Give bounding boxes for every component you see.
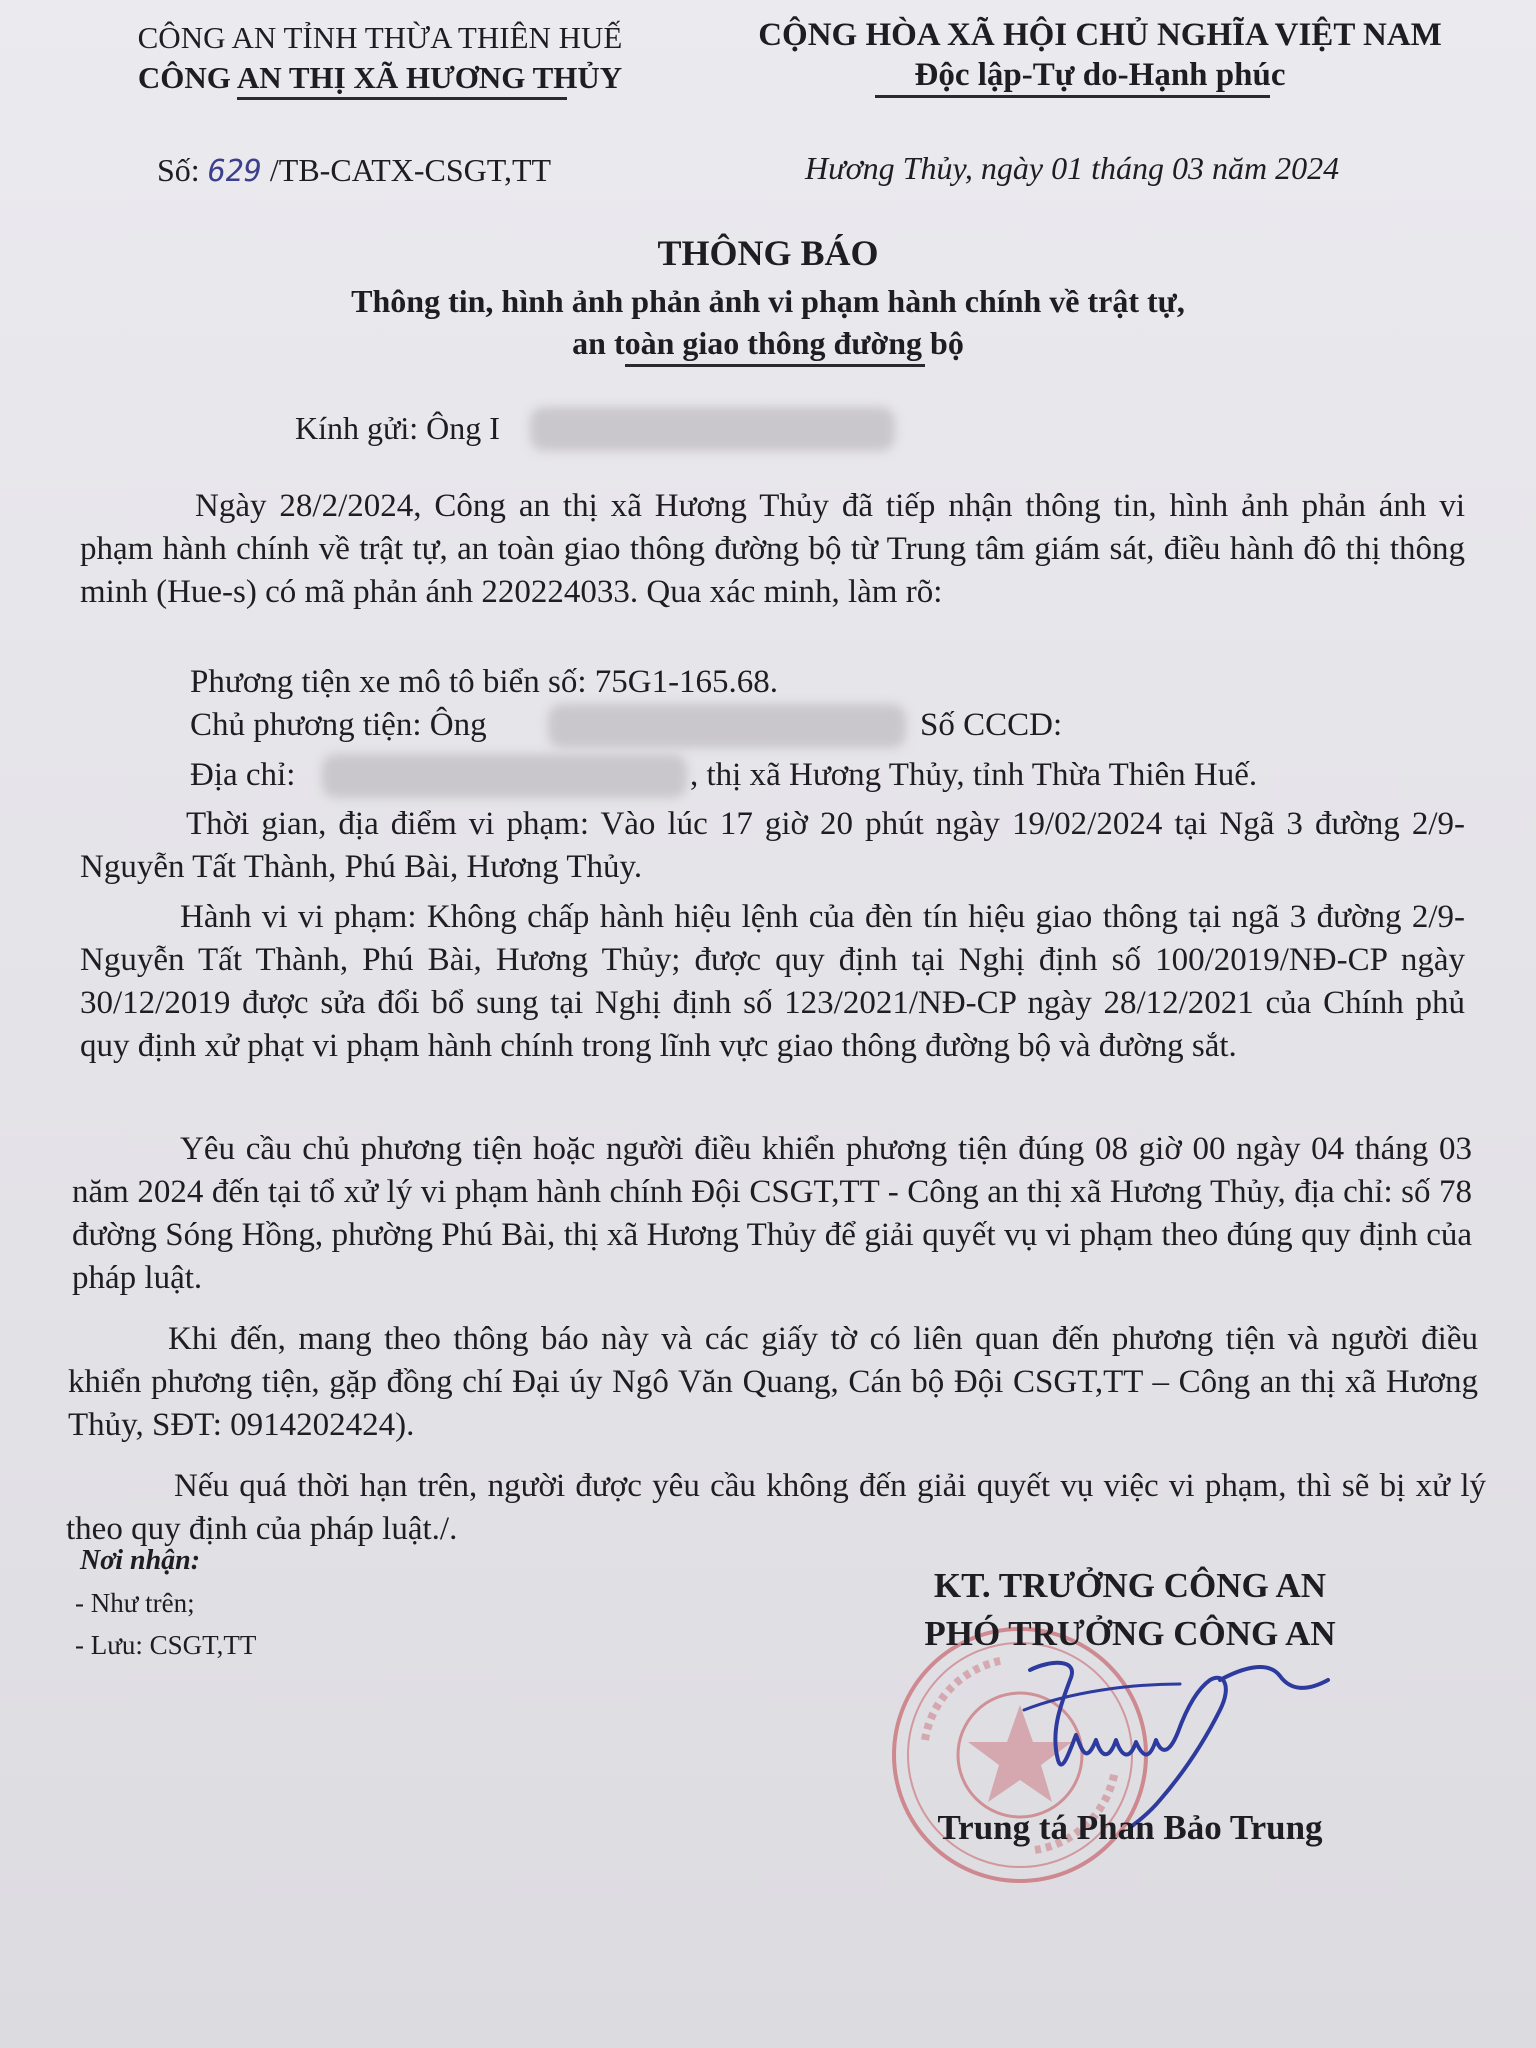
recipient-prefix: Kính gửi: Ông [295, 410, 482, 446]
intro-paragraph: Ngày 28/2/2024, Công an thị xã Hương Thủy đã tiếp nhận thông tin, hình ảnh phản ánh vi phạm hành chính về trật tự, an toàn giao thông đường bộ từ Trung tâm giám sát, điều hành đô thị thông minh (Hue-s) có mã phản ánh 220224033. Qua xác minh, làm rõ: [80, 488, 1465, 610]
address-tail: , thị xã Hương Thủy, tỉnh Thừa Thiên Huế. [690, 757, 1258, 793]
subtitle-line-1: Thông tin, hình ảnh phản ảnh vi phạm hành chính về trật tự, [351, 283, 1185, 319]
violation-paragraph: Hành vi vi phạm: Không chấp hành hiệu lệnh của đèn tín hiệu giao thông tại ngã 3 đường 2/9- Nguyễn Tất Thành, Phú Bài, Hương Thủy; được quy định tại Nghị định số 100/2019/NĐ-CP ngày 30/12/2019 được sửa đổi bổ sung tại Nghị định số 123/2021/NĐ-CP ngày 28/12/2021 của Chính phủ quy định xử phạt vi phạm hành chính trong lĩnh vực giao thông đường bộ và đường sắt. [80, 899, 1465, 1064]
owner-label: Chủ phương tiện: Ông [190, 707, 487, 743]
agency-name: CÔNG AN THỊ XÃ HƯƠNG THỦY [137, 60, 623, 95]
motto-underline [875, 95, 1270, 98]
bring-paragraph: Khi đến, mang theo thông báo này và các giấy tờ có liên quan đến phương tiện và người điều khiển phương tiện, gặp đồng chí Đại úy Ngô Văn Quang, Cán bộ Đội CSGT,TT – Công an thị xã Hương Thủy, SĐT: 0914202424). [68, 1321, 1478, 1443]
redacted-address [322, 754, 687, 798]
number-prefix: Số: [157, 152, 200, 188]
document-title: THÔNG BÁO [657, 233, 879, 273]
subtitle-underline [625, 364, 925, 367]
vehicle-line: Phương tiện xe mô tô biển số: 75G1-165.68. [190, 664, 779, 700]
handwritten-number: 629 [207, 154, 262, 189]
time-place-paragraph: Thời gian, địa điểm vi phạm: Vào lúc 17 giờ 20 phút ngày 19/02/2024 tại Ngã 3 đường 2/9- Nguyễn Tất Thành, Phú Bài, Hương Thủy. [80, 806, 1465, 885]
recipient-item: - Lưu: CSGT,TT [75, 1630, 257, 1660]
place-date: Hương Thủy, ngày 01 tháng 03 năm 2024 [805, 150, 1340, 186]
warning-paragraph: Nếu quá thời hạn trên, người được yêu cầu không đến giải quyết vụ việc vi phạm, thì sẽ bị xử lý theo quy định của pháp luật./. [66, 1468, 1486, 1547]
agency-parent: CÔNG AN TỈNH THỪA THIÊN HUẾ [137, 20, 623, 55]
agency-underline [237, 97, 567, 100]
recipient-partial: I [489, 410, 500, 446]
recipient-item: - Như trên; [75, 1588, 195, 1618]
recipients-heading: Nơi nhận: [80, 1545, 201, 1576]
motto: Độc lập-Tự do-Hạnh phúc [914, 57, 1286, 93]
document-subtitle [0, 280, 1536, 364]
cccd-label: Số CCCD: [920, 707, 1063, 743]
nation-header [700, 15, 1500, 95]
redacted-owner [548, 704, 906, 748]
sign-line-2: PHÓ TRƯỞNG CÔNG AN [924, 1614, 1336, 1653]
redacted-name [530, 407, 895, 451]
agency-header [95, 18, 665, 98]
signer-name: Trung tá Phan Bảo Trung [937, 1808, 1323, 1847]
nation-name: CỘNG HÒA XÃ HỘI CHỦ NGHĨA VIỆT NAM [758, 17, 1442, 53]
number-suffix: /TB-CATX-CSGT,TT [269, 152, 552, 188]
document-number [157, 152, 551, 189]
address-label: Địa chỉ: [190, 757, 296, 793]
recipient-line [295, 410, 500, 447]
sign-line-1: KT. TRƯỞNG CÔNG AN [933, 1566, 1327, 1605]
request-paragraph: Yêu cầu chủ phương tiện hoặc người điều khiển phương tiện đúng 08 giờ 00 ngày 04 tháng 03 năm 2024 đến tại tổ xử lý vi phạm hành chính Đội CSGT,TT - Công an thị xã Hương Thủy, địa chỉ: số 78 đường Sóng Hồng, phường Phú Bài, thị xã Hương Thủy để giải quyết vụ vi phạm theo đúng quy định của pháp luật. [72, 1131, 1472, 1296]
subtitle-line-2: an toàn giao thông đường bộ [572, 325, 964, 361]
